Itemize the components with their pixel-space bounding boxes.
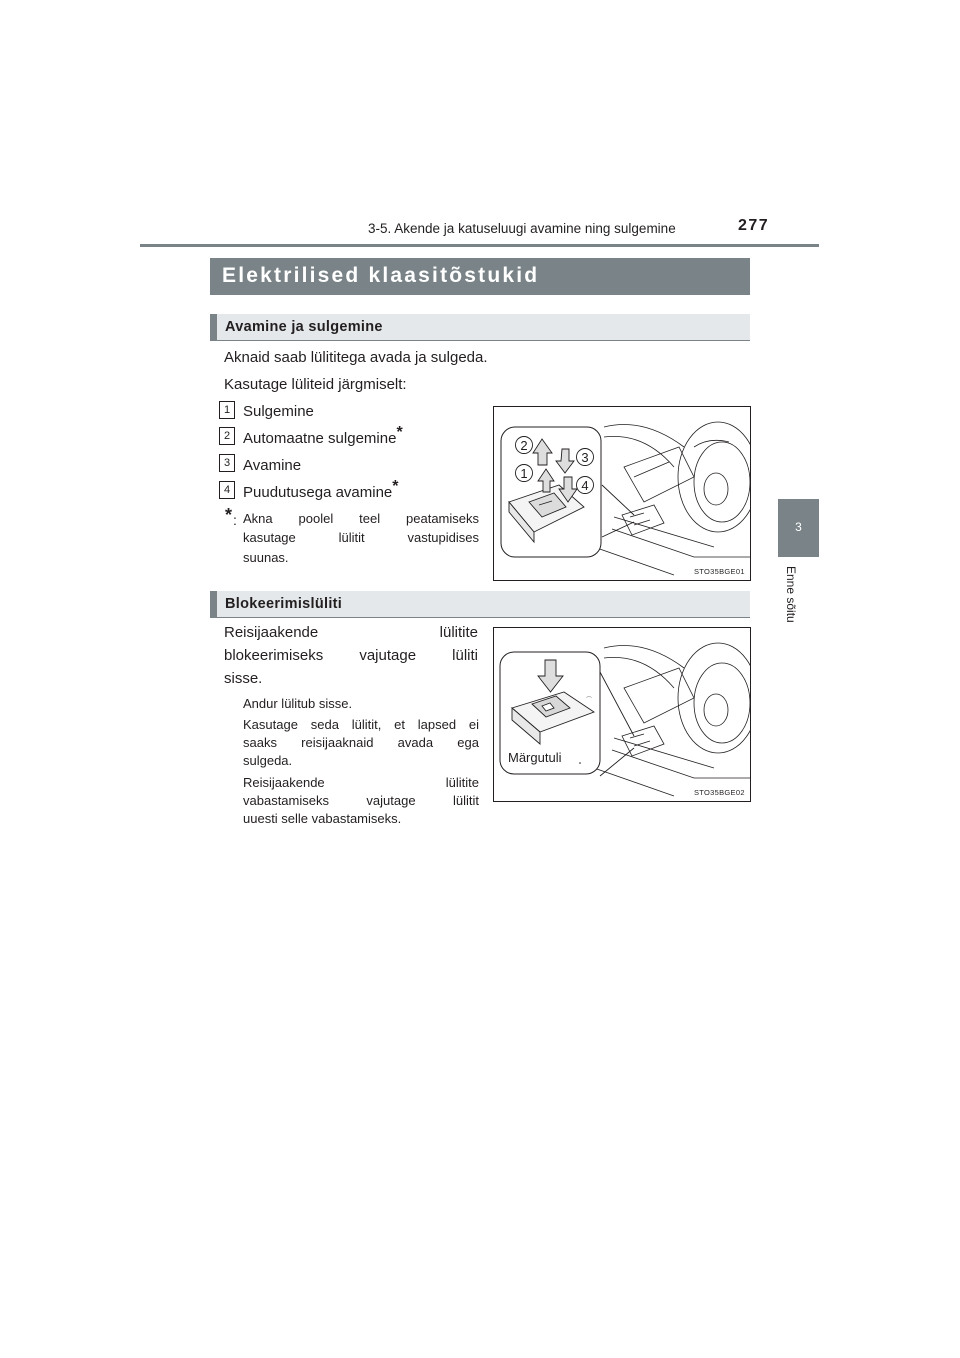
section2-title: Blokeerimislüliti — [225, 596, 343, 612]
section1-header — [210, 314, 750, 341]
section2-body-line-3: sisse. — [224, 670, 263, 687]
asterisk-mark: * — [396, 424, 403, 441]
section1-intro1: Aknaid saab lülititega avada ja sulgeda. — [224, 349, 488, 366]
section2-body-line-1: Reisijaakende lülitite — [224, 624, 478, 641]
list-item-1 — [243, 403, 314, 420]
footnote-line-2: kasutage lülitit vastupidises — [243, 530, 479, 545]
footnote-mark: * — [225, 505, 233, 525]
note-2-line-2: saaks reisijaaknaid avada ega — [243, 735, 479, 750]
figure-lock-switch — [493, 627, 751, 802]
page-number: 277 — [738, 217, 770, 234]
callout-4: 4 — [581, 478, 589, 493]
list-number-4: 4 — [219, 481, 235, 499]
list-number-3: 3 — [219, 454, 235, 472]
window-switch-illustration — [494, 407, 750, 580]
note-2-line-1: Kasutage seda lülitit, et lapsed ei — [243, 717, 479, 732]
svg-text:⌒: ⌒ — [586, 698, 593, 704]
footnote-line-1: Akna poolel teel peatamiseks — [243, 511, 479, 526]
section2-body-line-2: blokeerimiseks vajutage lüliti — [224, 647, 478, 664]
callout-2: 2 — [520, 438, 528, 453]
chapter-label: Enne sõitu — [784, 566, 798, 623]
note-3-line-2: vabastamiseks vajutage lülitit — [243, 793, 479, 808]
section2-header — [210, 591, 750, 618]
note-1: Andur lülitub sisse. — [243, 696, 353, 711]
header-rule — [140, 244, 819, 247]
chapter-number: 3 — [795, 520, 802, 534]
list-number-2: 2 — [219, 427, 235, 445]
section1-accent — [210, 314, 217, 340]
figure1-code: STO35BGE01 — [694, 567, 745, 576]
callout-3: 3 — [581, 450, 589, 465]
indicator-label: Märgutuli — [508, 750, 562, 765]
asterisk-mark: * — [392, 478, 399, 495]
list-item-label: Puudutusega avamine — [243, 484, 393, 501]
list-item-3 — [243, 457, 301, 474]
figure2-code: STO35BGE02 — [694, 788, 745, 797]
list-number-1: 1 — [219, 401, 235, 419]
list-item-2 — [243, 424, 403, 448]
list-item-label: Avamine — [243, 457, 302, 474]
callout-1: 1 — [520, 466, 528, 481]
figure-window-switch — [493, 406, 751, 581]
section-title: 3-5. Akende ja katuseluugi avamine ning sulgemine — [368, 221, 676, 236]
note-2-line-3: sulgeda. — [243, 753, 293, 768]
note-3-line-3: uuesti selle vabastamiseks. — [243, 811, 402, 826]
section1-title: Avamine ja sulgemine — [225, 319, 383, 335]
main-title: Elektrilised klaasitõstukid — [222, 264, 540, 287]
footnote-line-3: suunas. — [243, 550, 289, 565]
section2-accent — [210, 591, 217, 617]
list-item-label: Automaatne sulgemine — [243, 430, 397, 447]
note-3-line-1: Reisijaakende lülitite — [243, 775, 479, 790]
list-item-label: Sulgemine — [243, 403, 314, 420]
lock-switch-illustration — [494, 628, 750, 801]
section1-intro2: Kasutage lüliteid järgmiselt: — [224, 376, 407, 393]
list-item-4 — [243, 478, 399, 502]
